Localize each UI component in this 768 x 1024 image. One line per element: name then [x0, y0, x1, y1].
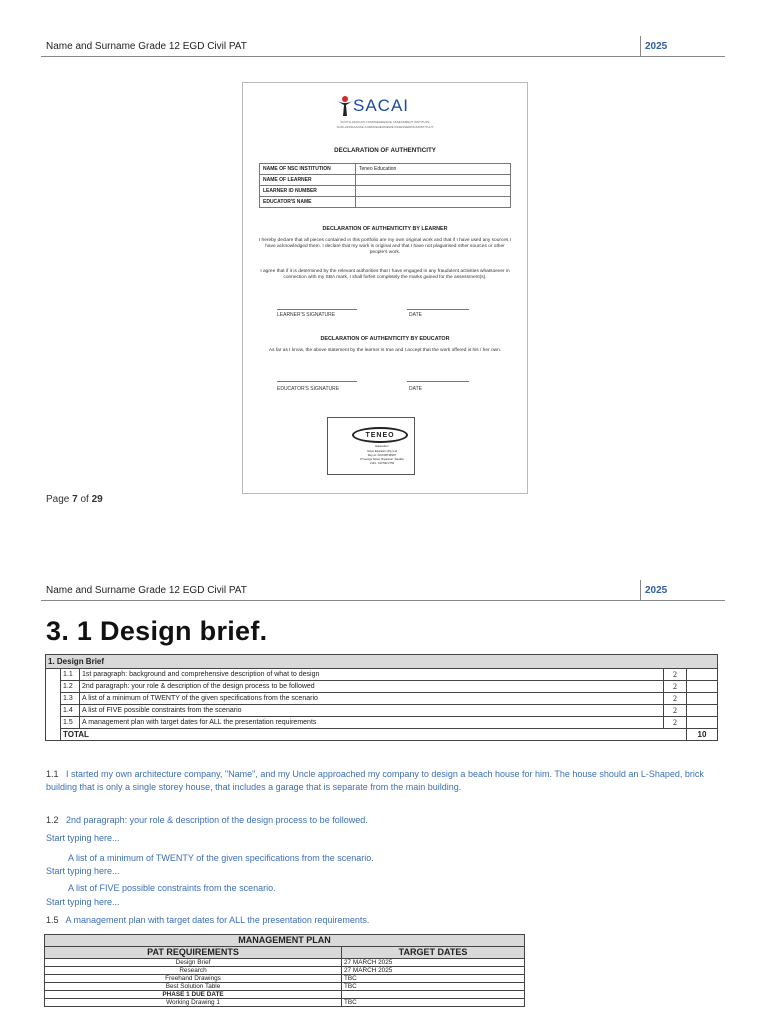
mgmt-row — [45, 975, 525, 983]
header-rule-2 — [41, 600, 725, 601]
paragraph-1-3[interactable]: A list of a minimum of TWENTY of the given specifications from the scenario. — [68, 853, 374, 863]
educator-signature-label: EDUCATOR'S SIGNATURE — [277, 386, 340, 392]
header-divider — [640, 36, 641, 56]
paragraph-1-4[interactable]: A list of FIVE possible constraints from the scenario. — [68, 883, 276, 893]
mgmt-row — [45, 999, 525, 1007]
info-row — [260, 186, 511, 197]
learner-date-label: DATE — [409, 312, 422, 318]
brief-row — [46, 717, 718, 729]
learner-declaration-para-2: I agree that if it is determined by the relevant authorities that I have engaged in any fraudulent activities whatsoever in connection with my SBA mark, I shall forfeit completely the marks gained for the assessment(s). — [260, 269, 510, 280]
teneo-stamp-name: TENEO — [365, 432, 395, 439]
learner-info-table — [259, 163, 511, 208]
mgmt-title: MANAGEMENT PLAN — [45, 935, 525, 947]
mgmt-date — [342, 991, 525, 999]
start-typing-3[interactable]: Start typing here... — [46, 897, 120, 907]
brief-row-num: 1.1 — [61, 669, 80, 681]
brief-total-label — [61, 729, 687, 741]
educator-date-line — [407, 381, 469, 382]
info-label: LEARNER ID NUMBER — [260, 186, 356, 197]
mgmt-requirement: Freehand Drawings — [45, 975, 342, 983]
mgmt-date: TBC — [342, 983, 525, 991]
page-prefix: Page — [46, 494, 73, 505]
mgmt-requirement: Research — [45, 967, 342, 975]
brief-header-text: Design Brief — [56, 657, 105, 666]
teneo-stamp-line: Reg no: 2017/087455/07 — [367, 454, 397, 457]
info-label: NAME OF NSC INSTITUTION — [260, 164, 356, 175]
brief-row-text: 2nd paragraph: your role & description of the design process to be followed — [80, 681, 664, 693]
paragraph-1-5-text: A management plan with target dates for ALL the presentation requirements. — [65, 915, 370, 925]
header-year-2: 2025 — [645, 585, 668, 596]
brief-total-label-text: TOTAL — [63, 730, 89, 739]
brief-row-num: 1.3 — [61, 693, 80, 705]
info-value: Teneo Education — [356, 164, 511, 175]
declaration-title: DECLARATION OF AUTHENTICITY — [334, 147, 436, 154]
teneo-stamp-line: 2191 · 010 593 2759 — [370, 462, 394, 465]
paragraph-1-5[interactable] — [46, 914, 369, 927]
educator-declaration-para: As far as I know, the above statement by the learner is true and I accept that the work offered is his / her own. — [268, 348, 502, 353]
header-title-2: Name and Surname Grade 12 EGD Civil PAT — [46, 585, 247, 596]
page-current: 7 — [72, 494, 78, 505]
brief-row-num: 1.2 — [61, 681, 80, 693]
brief-header-cell — [46, 655, 718, 669]
brief-row-score — [687, 705, 718, 717]
brief-row-score — [687, 669, 718, 681]
brief-row-mark: 2 — [664, 669, 687, 681]
section-title: 3. 1 Design brief. — [46, 616, 268, 646]
teneo-stamp-sub: Education — [375, 444, 389, 448]
logo-subtitle-af: SUID-AFRIKAANSE KOMPREHENSIEWE ASSESSERINGSINSTITUUT — [336, 125, 434, 129]
brief-indent — [46, 669, 61, 681]
paragraph-1-2-num: 1.2 — [46, 815, 59, 825]
brief-row — [46, 705, 718, 717]
paragraph-1-2[interactable] — [46, 814, 368, 827]
header-rule — [41, 56, 725, 57]
brief-row-mark: 2 — [664, 681, 687, 693]
brief-total-value: 10 — [687, 729, 718, 741]
learner-signature-line — [277, 309, 357, 310]
brief-row-score — [687, 717, 718, 729]
brief-indent — [46, 729, 61, 741]
mgmt-date: TBC — [342, 999, 525, 1007]
brief-row-text: A list of a minimum of TWENTY of the given specifications from the scenario — [80, 693, 664, 705]
start-typing-1[interactable]: Start typing here... — [46, 833, 120, 843]
mgmt-requirement: Best Solution Table — [45, 983, 342, 991]
brief-indent — [46, 705, 61, 717]
teneo-stamp-line: Teneo Education (Pty) Ltd — [367, 450, 397, 453]
brief-row-num: 1.4 — [61, 705, 80, 717]
info-value — [356, 186, 511, 197]
brief-header-num: 1. — [48, 657, 55, 666]
header-divider-2 — [640, 580, 641, 600]
learner-declaration-para-1: I hereby declare that all pieces contained in this portfolio are my own original work and that if I have used any sources I have acknowledged them. I declare that my work is original and that I have not plagiarised other sources or other people's work. — [258, 238, 512, 255]
start-typing-2[interactable]: Start typing here... — [46, 866, 120, 876]
header-title: Name and Surname Grade 12 EGD Civil PAT — [46, 41, 247, 52]
brief-row — [46, 669, 718, 681]
logo-subtitle-en: SOUTH AFRICAN COMPREHENSIVE ASSESSMENT INSTITUTE — [340, 120, 430, 124]
brief-row-text: 1st paragraph: background and comprehensive description of what to design — [80, 669, 664, 681]
paragraph-1-2-text: 2nd paragraph: your role & description of the design process to be followed. — [66, 815, 368, 825]
info-label: NAME OF LEARNER — [260, 175, 356, 186]
page-of: of — [77, 494, 92, 505]
info-value — [356, 175, 511, 186]
brief-row-text: A list of FIVE possible constraints from the scenario — [80, 705, 664, 717]
teneo-stamp — [327, 417, 415, 475]
brief-row-mark: 2 — [664, 705, 687, 717]
mgmt-requirement: Working Drawing 1 — [45, 999, 342, 1007]
brief-row-text: A management plan with target dates for ALL the presentation requirements — [80, 717, 664, 729]
design-brief-table — [45, 654, 718, 741]
learner-date-line — [407, 309, 469, 310]
mgmt-date: 27 MARCH 2025 — [342, 959, 525, 967]
brief-total-row — [46, 729, 718, 741]
paragraph-1-5-num: 1.5 — [46, 915, 59, 925]
mgmt-col-dates: TARGET DATES — [342, 947, 525, 959]
brief-indent — [46, 693, 61, 705]
mgmt-requirement: PHASE 1 DUE DATE — [45, 991, 342, 999]
teneo-stamp-logo — [352, 427, 408, 443]
mgmt-header-row — [45, 947, 525, 959]
brief-row-score — [687, 693, 718, 705]
header-year: 2025 — [645, 41, 668, 52]
brief-indent — [46, 717, 61, 729]
learner-signature-label: LEARNER'S SIGNATURE — [277, 312, 336, 318]
info-value — [356, 197, 511, 208]
info-label: EDUCATOR'S NAME — [260, 197, 356, 208]
mgmt-row — [45, 967, 525, 975]
mgmt-date: TBC — [342, 975, 525, 983]
management-plan-table — [44, 934, 525, 1007]
logo-text: SACAI — [353, 96, 410, 115]
mgmt-col-requirements: PAT REQUIREMENTS — [45, 947, 342, 959]
paragraph-1-1-num: 1.1 — [46, 769, 59, 779]
brief-row — [46, 681, 718, 693]
educator-date-label: DATE — [409, 386, 422, 392]
learner-declaration-heading: DECLARATION OF AUTHENTICITY BY LEARNER — [322, 226, 448, 232]
page-total: 29 — [91, 494, 103, 505]
brief-indent — [46, 681, 61, 693]
brief-row-mark: 2 — [664, 717, 687, 729]
paragraph-1-1[interactable] — [46, 768, 726, 794]
teneo-stamp-line: 37 George Street, Bryanston, Sandton — [359, 458, 405, 461]
mgmt-date: 27 MARCH 2025 — [342, 967, 525, 975]
declaration-of-authenticity-image — [242, 82, 528, 494]
info-row — [260, 164, 511, 175]
brief-row-num: 1.5 — [61, 717, 80, 729]
mgmt-requirement: Design Brief — [45, 959, 342, 967]
educator-declaration-heading: DECLARATION OF AUTHENTICITY BY EDUCATOR — [320, 336, 450, 342]
brief-row — [46, 693, 718, 705]
mgmt-row — [45, 991, 525, 999]
mgmt-row — [45, 959, 525, 967]
sacai-logo — [335, 95, 435, 117]
educator-signature-line — [277, 381, 357, 382]
sacai-figure-icon — [335, 95, 355, 117]
mgmt-title-row — [45, 935, 525, 947]
info-row — [260, 197, 511, 208]
mgmt-row — [45, 983, 525, 991]
page-number — [46, 494, 103, 505]
brief-row-score — [687, 681, 718, 693]
brief-row-mark: 2 — [664, 693, 687, 705]
brief-header-row — [46, 655, 718, 669]
paragraph-1-1-text: I started my own architecture company, "Name", and my Uncle approached my company to design a beach house for him. The house should an L-Shaped, brick building that is only a single storey house, that includes a garage that is separate from the main building. — [46, 769, 704, 792]
info-row — [260, 175, 511, 186]
